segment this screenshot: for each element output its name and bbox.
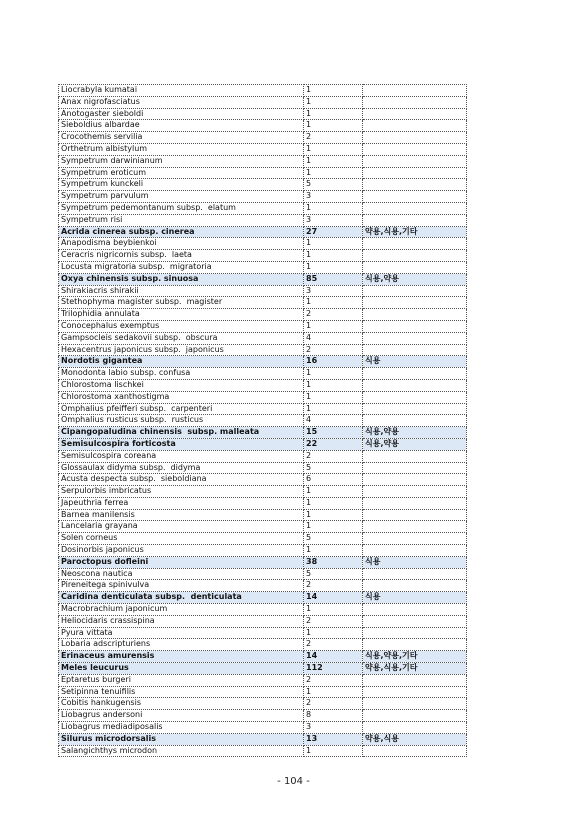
table-row [59,261,467,273]
count-cell: 5 [304,462,363,474]
use-cell [363,533,467,545]
species-name-cell: Meles leucurus [59,663,304,675]
species-name-cell: Sieboldius albardae [59,120,304,132]
use-cell: 식용 [363,556,467,568]
use-cell [363,604,467,616]
species-name-cell: Silurus microdorsalis [59,733,304,745]
count-cell: 3 [304,722,363,734]
species-name-cell: Ceracris nigricornis subsp. laeta [59,250,304,262]
table-row [59,332,467,344]
table-row [59,415,467,427]
count-cell: 1 [304,238,363,250]
use-cell [363,568,467,580]
table-row [59,167,467,179]
table-row [59,155,467,167]
table-row [59,427,467,439]
species-table [58,84,467,757]
table-row [59,379,467,391]
use-cell [363,132,467,144]
count-cell: 1 [304,368,363,380]
table-row [59,533,467,545]
use-cell: 식용,약용,기타 [363,651,467,663]
count-cell: 1 [304,604,363,616]
table-row [59,710,467,722]
species-name-cell: Omphalius pfeifferi subsp. carpenteri [59,403,304,415]
count-cell: 1 [304,120,363,132]
count-cell: 1 [304,261,363,273]
species-name-cell: Oxya chinensis subsp. sinuosa [59,273,304,285]
table-row [59,438,467,450]
table-row [59,368,467,380]
species-name-cell: Cobitis hankugensis [59,698,304,710]
page-number: - 104 - [277,776,310,787]
table-row [59,297,467,309]
use-cell [363,486,467,498]
count-cell: 1 [304,745,363,757]
use-cell [363,710,467,722]
use-cell [363,320,467,332]
species-name-cell: Semisulcospira forticosta [59,438,304,450]
use-cell: 약용,식용 [363,733,467,745]
table-row [59,521,467,533]
use-cell [363,202,467,214]
count-cell: 4 [304,415,363,427]
table-row [59,132,467,144]
count-cell: 3 [304,191,363,203]
use-cell [363,639,467,651]
table-row [59,85,467,97]
use-cell [363,143,467,155]
count-cell: 1 [304,497,363,509]
species-name-cell: Liobagrus mediadiposalis [59,722,304,734]
use-cell [363,450,467,462]
use-cell [363,674,467,686]
count-cell: 5 [304,568,363,580]
table-row [59,344,467,356]
species-name-cell: Crocothemis servilia [59,132,304,144]
count-cell: 3 [304,285,363,297]
count-cell: 2 [304,615,363,627]
species-name-cell: Neoscona nautica [59,568,304,580]
species-name-cell: Chlorostoma lischkei [59,379,304,391]
species-name-cell: Heliocidaris crassispina [59,615,304,627]
use-cell: 약용,식용,기타 [363,663,467,675]
species-name-cell: Japeuthria ferrea [59,497,304,509]
species-name-cell: Pireneitega spinivulva [59,580,304,592]
use-cell [363,403,467,415]
use-cell [363,309,467,321]
use-cell [363,627,467,639]
table-row [59,273,467,285]
species-name-cell: Lobaria adscripturiens [59,639,304,651]
use-cell [363,214,467,226]
table-row [59,604,467,616]
use-cell: 식용,약용 [363,273,467,285]
species-name-cell: Semisulcospira coreana [59,450,304,462]
table-row [59,486,467,498]
count-cell: 1 [304,379,363,391]
species-name-cell: Acusta despecta subsp. sieboldiana [59,474,304,486]
table-row [59,96,467,108]
species-name-cell: Anotogaster sieboldi [59,108,304,120]
table-row [59,120,467,132]
species-name-cell: Sympetrum pedemontanum subsp. elatum [59,202,304,214]
use-cell [363,120,467,132]
use-cell [363,521,467,533]
species-name-cell: Serpulorbis imbricatus [59,486,304,498]
use-cell [363,474,467,486]
use-cell [363,686,467,698]
species-name-cell: Paroctopus dofleini [59,556,304,568]
table-row [59,745,467,757]
use-cell: 식용 [363,592,467,604]
use-cell [363,391,467,403]
table-row [59,179,467,191]
count-cell: 1 [304,96,363,108]
species-name-cell: Liobagrus andersoni [59,710,304,722]
use-cell [363,250,467,262]
count-cell: 6 [304,474,363,486]
use-cell [363,497,467,509]
count-cell: 14 [304,651,363,663]
count-cell: 1 [304,320,363,332]
species-name-cell: Caridina denticulata subsp. denticulata [59,592,304,604]
count-cell: 2 [304,132,363,144]
table-row [59,108,467,120]
table-row [59,639,467,651]
count-cell: 1 [304,509,363,521]
table-row [59,202,467,214]
use-cell [363,379,467,391]
species-name-cell: Hexacentrus japonicus subsp. japonicus [59,344,304,356]
use-cell [363,745,467,757]
count-cell: 2 [304,450,363,462]
species-name-cell: Acrida cinerea subsp. cinerea [59,226,304,238]
use-cell: 식용 [363,356,467,368]
table-row [59,462,467,474]
table-row [59,651,467,663]
table-row [59,556,467,568]
count-cell: 1 [304,627,363,639]
table-row [59,674,467,686]
use-cell [363,261,467,273]
count-cell: 1 [304,108,363,120]
species-name-cell: Anapodisma beybienkoi [59,238,304,250]
table-row [59,191,467,203]
use-cell [363,368,467,380]
species-name-cell: Eptaretus burgeri [59,674,304,686]
count-cell: 1 [304,155,363,167]
count-cell: 1 [304,403,363,415]
species-name-cell: Anax nigrofasciatus [59,96,304,108]
use-cell [363,155,467,167]
count-cell: 27 [304,226,363,238]
count-cell: 14 [304,592,363,604]
count-cell: 3 [304,214,363,226]
count-cell: 1 [304,686,363,698]
use-cell [363,285,467,297]
species-name-cell: Sympetrum darwinianum [59,155,304,167]
table-row [59,663,467,675]
use-cell [363,96,467,108]
species-name-cell: Macrobrachium japonicum [59,604,304,616]
species-name-cell: Glossaulax didyma subsp. didyma [59,462,304,474]
use-cell [363,545,467,557]
use-cell [363,179,467,191]
count-cell: 1 [304,297,363,309]
species-name-cell: Shirakiacris shirakii [59,285,304,297]
species-name-cell: Nordotis gigantea [59,356,304,368]
table-row [59,627,467,639]
species-name-cell: Trilophidia annulata [59,309,304,321]
table-row [59,545,467,557]
count-cell: 13 [304,733,363,745]
species-name-cell: Conocephalus exemptus [59,320,304,332]
species-name-cell: Chlorostoma xanthostigma [59,391,304,403]
count-cell: 8 [304,710,363,722]
table-row [59,698,467,710]
count-cell: 22 [304,438,363,450]
species-name-cell: Pyura vittata [59,627,304,639]
count-cell: 2 [304,639,363,651]
species-name-cell: Solen corneus [59,533,304,545]
use-cell [363,722,467,734]
table-row [59,722,467,734]
count-cell: 1 [304,85,363,97]
table-row [59,309,467,321]
count-cell: 2 [304,344,363,356]
count-cell: 1 [304,486,363,498]
table-row [59,474,467,486]
table-row [59,568,467,580]
species-name-cell: Sympetrum eroticum [59,167,304,179]
count-cell: 1 [304,521,363,533]
species-name-cell: Liocrabyla kumatai [59,85,304,97]
species-name-cell: Lancelaria grayana [59,521,304,533]
use-cell [363,698,467,710]
count-cell: 1 [304,202,363,214]
table-row [59,143,467,155]
species-name-cell: Dosinorbis japonicus [59,545,304,557]
count-cell: 5 [304,179,363,191]
use-cell [363,85,467,97]
table-row [59,615,467,627]
species-name-cell: Orthetrum albistylum [59,143,304,155]
count-cell: 2 [304,674,363,686]
species-name-cell: Cipangopaludina chinensis subsp. malleata [59,427,304,439]
count-cell: 1 [304,391,363,403]
use-cell [363,108,467,120]
table-row [59,250,467,262]
table-row [59,509,467,521]
use-cell [363,332,467,344]
species-name-cell: Setipinna tenuifilis [59,686,304,698]
count-cell: 112 [304,663,363,675]
use-cell: 식용,약용 [363,427,467,439]
table-row [59,285,467,297]
table-row [59,686,467,698]
count-cell: 38 [304,556,363,568]
species-name-cell: Sympetrum risi [59,214,304,226]
count-cell: 2 [304,580,363,592]
table-row [59,580,467,592]
use-cell [363,615,467,627]
count-cell: 16 [304,356,363,368]
species-name-cell: Locusta migratoria subsp. migratoria [59,261,304,273]
count-cell: 1 [304,167,363,179]
count-cell: 5 [304,533,363,545]
table-row [59,733,467,745]
table-row [59,391,467,403]
count-cell: 2 [304,309,363,321]
species-name-cell: Barnea manilensis [59,509,304,521]
table-row [59,403,467,415]
table-row [59,592,467,604]
species-name-cell: Omphalius rusticus subsp. rusticus [59,415,304,427]
table-row [59,214,467,226]
species-name-cell: Salangichthys microdon [59,745,304,757]
table-row [59,226,467,238]
use-cell [363,238,467,250]
table-row [59,320,467,332]
use-cell [363,509,467,521]
species-table-body [59,85,467,757]
count-cell: 2 [304,698,363,710]
table-row [59,450,467,462]
table-row [59,356,467,368]
count-cell: 85 [304,273,363,285]
use-cell [363,297,467,309]
species-name-cell: Monodonta labio subsp. confusa [59,368,304,380]
use-cell [363,344,467,356]
species-name-cell: Sympetrum kunckeli [59,179,304,191]
count-cell: 15 [304,427,363,439]
use-cell [363,415,467,427]
use-cell [363,191,467,203]
use-cell [363,167,467,179]
table-row [59,238,467,250]
use-cell: 식용,약용 [363,438,467,450]
use-cell [363,580,467,592]
species-name-cell: Stethophyma magister subsp. magister [59,297,304,309]
use-cell [363,462,467,474]
table-row [59,497,467,509]
use-cell: 약용,식용,기타 [363,226,467,238]
count-cell: 1 [304,545,363,557]
species-name-cell: Sympetrum parvulum [59,191,304,203]
count-cell: 1 [304,250,363,262]
count-cell: 1 [304,143,363,155]
species-name-cell: Erinaceus amurensis [59,651,304,663]
count-cell: 4 [304,332,363,344]
species-name-cell: Gampsocleis sedakovii subsp. obscura [59,332,304,344]
